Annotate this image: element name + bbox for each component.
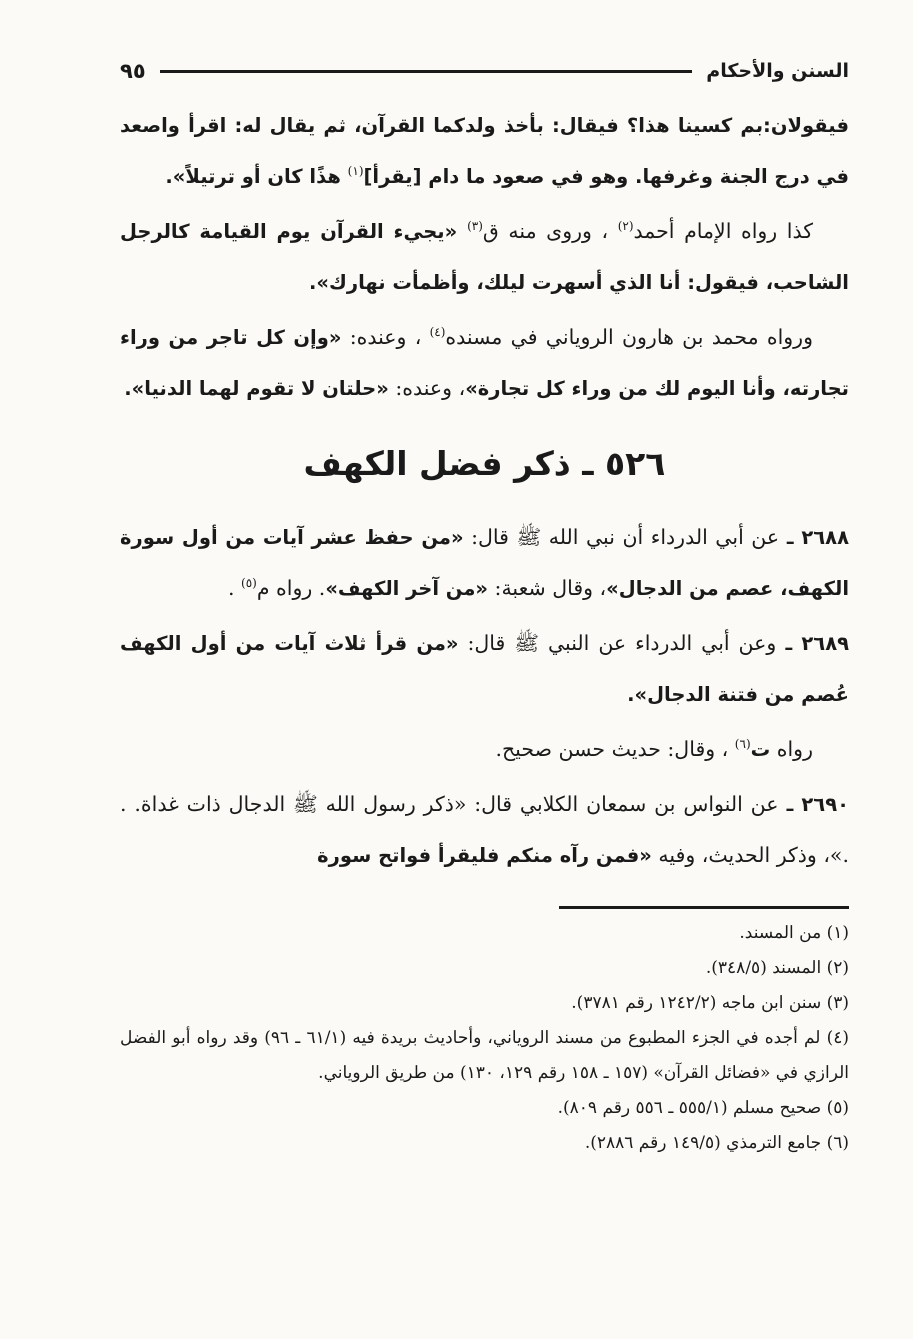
hadith-continuation [120,100,849,202]
text-segment: ، وعنده: [341,325,430,349]
section-heading: ٥٢٦ ـ ذكر فضل الكهف [303,444,666,483]
text-segment: ، وقال شعبة: [488,576,607,600]
text-segment: ، وروى منه ق [482,219,618,243]
footnote-ref: (٣) [467,219,483,234]
narration-paragraph [120,206,849,308]
bold-quote: «من حفظ عشر آيات من أول سورة الكهف، عصم من الدجال» [120,526,849,600]
hadith-number: ٢٦٨٨ ـ [779,526,849,549]
text-segment: كذا رواه الإمام أحمد [633,219,814,243]
bold-quote: «فمن رآه منكم فليقرأ فواتح سورة [317,844,652,867]
running-header [120,56,849,86]
text-segment: عن النواس بن سمعان الكلابي قال: «ذكر رسول الله ﷺ الدجال ذات غداة. . .»، وذكر الحديث، وفيه [120,792,849,867]
main-text [120,100,849,881]
bold-quote: «من قرأ ثلاث آيات من أول الكهف عُصم من فتنة الدجال». [120,632,849,706]
footnotes [120,916,849,1161]
hadith-entry [120,618,849,720]
footnote-ref: (٤) [429,325,446,340]
text-segment: عن أبي الدرداء أن نبي الله ﷺ قال: [463,525,780,549]
text-segment: ، وعنده: [388,376,466,400]
bold-quote: «حلتان لا تقوم لهما الدنيا». [124,377,389,400]
footnote-ref: (١) [347,164,364,179]
bold-quote: فيقولان:بم كسينا هذا؟ فيقال: بأخذ ولدكما القرآن، ثم يقال له: اقرأ واصعد في درج الجنة وغرفها. وهو في صعود ما دام [يقرأ] [120,114,849,188]
hadith-number: ٢٦٩٠ ـ [778,793,850,816]
header-rule [160,70,693,73]
footnote-ref: (٦) [734,737,751,752]
bold-quote: هذًا كان أو ترتيلاً». [165,165,348,188]
narration-paragraph [120,312,849,414]
bold-quote: «من آخر الكهف» [325,577,489,600]
bold-quote: «يجيء القرآن يوم القيامة كالرجل الشاحب، فيقول: أنا الذي أسهرت ليلك، وأظمأت نهارك». [120,220,849,294]
narration-paragraph [120,724,849,775]
footnote: (١) من المسند. [739,923,849,943]
footnote: (٢) المسند (٣٤٨/٥). [705,958,849,978]
text-segment: . رواه م [256,576,326,600]
text-segment: رواه [770,737,813,761]
footnote-separator [559,906,849,909]
text-segment: وعن أبي الدرداء عن النبي ﷺ قال: [458,631,777,655]
text-segment: ورواه محمد بن هارون الروياني في مسنده [445,325,813,349]
footnote: (٣) سنن ابن ماجه (١٢٤٢/٢ رقم ٣٧٨١). [571,993,849,1013]
footnote-ref: (٢) [617,219,634,234]
text-segment: ، وقال: حديث حسن صحيح. [495,737,735,761]
hadith-number: ٢٦٨٩ ـ [776,632,849,655]
footnote: (٤) لم أجده في الجزء المطبوع من مسند الروياني، وأحاديث بريدة فيه (٦١/١ ـ ٩٦) وقد رواه أبو الفضل الرازي في «فضائل القرآن» (١٥٧ ـ ١٥٨ رقم ١٢٩، ١٣٠) من طريق الروياني. [120,1028,850,1083]
footnote-ref: (٥) [241,576,257,591]
hadith-entry [120,779,849,881]
bold-quote: «وإن كل تاجر من وراء تجارته، وأنا اليوم لك من وراء كل تجارة» [120,326,849,400]
footnote: (٥) صحيح مسلم (٥٥٥/١ ـ ٥٥٦ رقم ٨٠٩). [557,1098,849,1118]
text-segment: . [227,576,241,600]
page-number: ٩٥ [120,59,146,83]
hadith-entry [120,512,849,614]
bold-quote: ت [750,738,771,761]
footnote: (٦) جامع الترمذي (١٤٩/٥ رقم ٢٨٨٦). [584,1133,849,1153]
running-title: السنن والأحكام [706,60,849,82]
